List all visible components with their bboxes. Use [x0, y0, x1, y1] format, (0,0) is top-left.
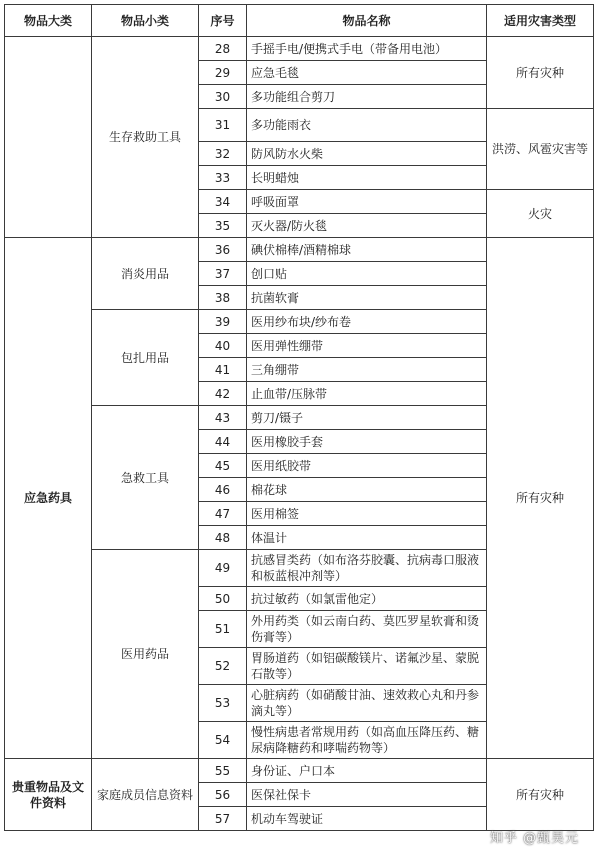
- header-number: 序号: [199, 5, 247, 37]
- item-number: 29: [199, 61, 247, 85]
- item-number: 33: [199, 166, 247, 190]
- watermark: 知乎 @甄昊元: [489, 831, 579, 846]
- item-name: 创口贴: [247, 262, 487, 286]
- item-number: 45: [199, 454, 247, 478]
- subcategory-cell: 医用药品: [92, 550, 199, 759]
- item-number: 51: [199, 611, 247, 648]
- item-name: 防风防水火柴: [247, 142, 487, 166]
- hazard-type-cell: 洪涝、风雹灾害等: [487, 109, 594, 190]
- item-name: 体温计: [247, 526, 487, 550]
- item-name: 抗菌软膏: [247, 286, 487, 310]
- category-cell: 贵重物品及文件资料: [5, 759, 92, 831]
- item-name: 碘伏棉棒/酒精棉球: [247, 238, 487, 262]
- item-name: 慢性病患者常规用药（如高血压降压药、糖尿病降糖药和哮喘药物等）: [247, 722, 487, 759]
- table-row: [5, 37, 594, 61]
- item-name: 医用橡胶手套: [247, 430, 487, 454]
- item-number: 50: [199, 587, 247, 611]
- item-number: 28: [199, 37, 247, 61]
- item-name: 棉花球: [247, 478, 487, 502]
- item-number: 46: [199, 478, 247, 502]
- item-number: 32: [199, 142, 247, 166]
- item-name: 应急毛毯: [247, 61, 487, 85]
- item-name: 剪刀/镊子: [247, 406, 487, 430]
- header-hazard-type: 适用灾害类型: [487, 5, 594, 37]
- item-name: 心脏病药（如硝酸甘油、速效救心丸和丹参滴丸等）: [247, 685, 487, 722]
- item-number: 44: [199, 430, 247, 454]
- subcategory-cell: 家庭成员信息资料: [92, 759, 199, 831]
- item-name: 医用弹性绷带: [247, 334, 487, 358]
- item-number: 56: [199, 783, 247, 807]
- item-name: 医用棉签: [247, 502, 487, 526]
- subcategory-cell: 急救工具: [92, 406, 199, 550]
- header-row: [5, 5, 594, 37]
- item-name: 长明蜡烛: [247, 166, 487, 190]
- item-number: 43: [199, 406, 247, 430]
- item-name: 三角绷带: [247, 358, 487, 382]
- item-name: 呼吸面罩: [247, 190, 487, 214]
- hazard-type-cell: 所有灾种: [487, 238, 594, 759]
- hazard-type-cell: 所有灾种: [487, 759, 594, 831]
- item-number: 40: [199, 334, 247, 358]
- table-row: [5, 759, 594, 783]
- category-cell: 应急药具: [5, 238, 92, 759]
- item-name: 外用药类（如云南白药、莫匹罗星软膏和烫伤膏等）: [247, 611, 487, 648]
- subcategory-cell: 包扎用品: [92, 310, 199, 406]
- item-name: 止血带/压脉带: [247, 382, 487, 406]
- item-number: 52: [199, 648, 247, 685]
- item-number: 54: [199, 722, 247, 759]
- category-cell: [5, 37, 92, 238]
- header-category: 物品大类: [5, 5, 92, 37]
- item-name: 多功能雨衣: [247, 109, 487, 142]
- item-number: 41: [199, 358, 247, 382]
- item-number: 42: [199, 382, 247, 406]
- item-number: 31: [199, 109, 247, 142]
- item-number: 39: [199, 310, 247, 334]
- item-name: 多功能组合剪刀: [247, 85, 487, 109]
- header-item-name: 物品名称: [247, 5, 487, 37]
- item-number: 49: [199, 550, 247, 587]
- item-name: 抗感冒类药（如布洛芬胶囊、抗病毒口服液和板蓝根冲剂等）: [247, 550, 487, 587]
- item-name: 医保社保卡: [247, 783, 487, 807]
- hazard-type-cell: 所有灾种: [487, 37, 594, 109]
- item-number: 37: [199, 262, 247, 286]
- item-number: 57: [199, 807, 247, 831]
- table-row: [5, 238, 594, 262]
- emergency-supplies-table: [4, 4, 594, 831]
- item-number: 35: [199, 214, 247, 238]
- item-name: 医用纱布块/纱布卷: [247, 310, 487, 334]
- item-name: 医用纸胶带: [247, 454, 487, 478]
- item-name: 身份证、户口本: [247, 759, 487, 783]
- header-subcategory: 物品小类: [92, 5, 199, 37]
- table-body: [5, 37, 594, 831]
- subcategory-cell: 消炎用品: [92, 238, 199, 310]
- item-number: 38: [199, 286, 247, 310]
- subcategory-cell: 生存救助工具: [92, 37, 199, 238]
- item-number: 48: [199, 526, 247, 550]
- item-number: 55: [199, 759, 247, 783]
- item-number: 36: [199, 238, 247, 262]
- item-number: 53: [199, 685, 247, 722]
- item-name: 机动车驾驶证: [247, 807, 487, 831]
- item-name: 手摇手电/便携式手电（带备用电池）: [247, 37, 487, 61]
- item-number: 30: [199, 85, 247, 109]
- item-number: 34: [199, 190, 247, 214]
- item-name: 胃肠道药（如铝碳酸镁片、诺氟沙星、蒙脱石散等）: [247, 648, 487, 685]
- item-name: 抗过敏药（如氯雷他定）: [247, 587, 487, 611]
- item-number: 47: [199, 502, 247, 526]
- hazard-type-cell: 火灾: [487, 190, 594, 238]
- item-name: 灭火器/防火毯: [247, 214, 487, 238]
